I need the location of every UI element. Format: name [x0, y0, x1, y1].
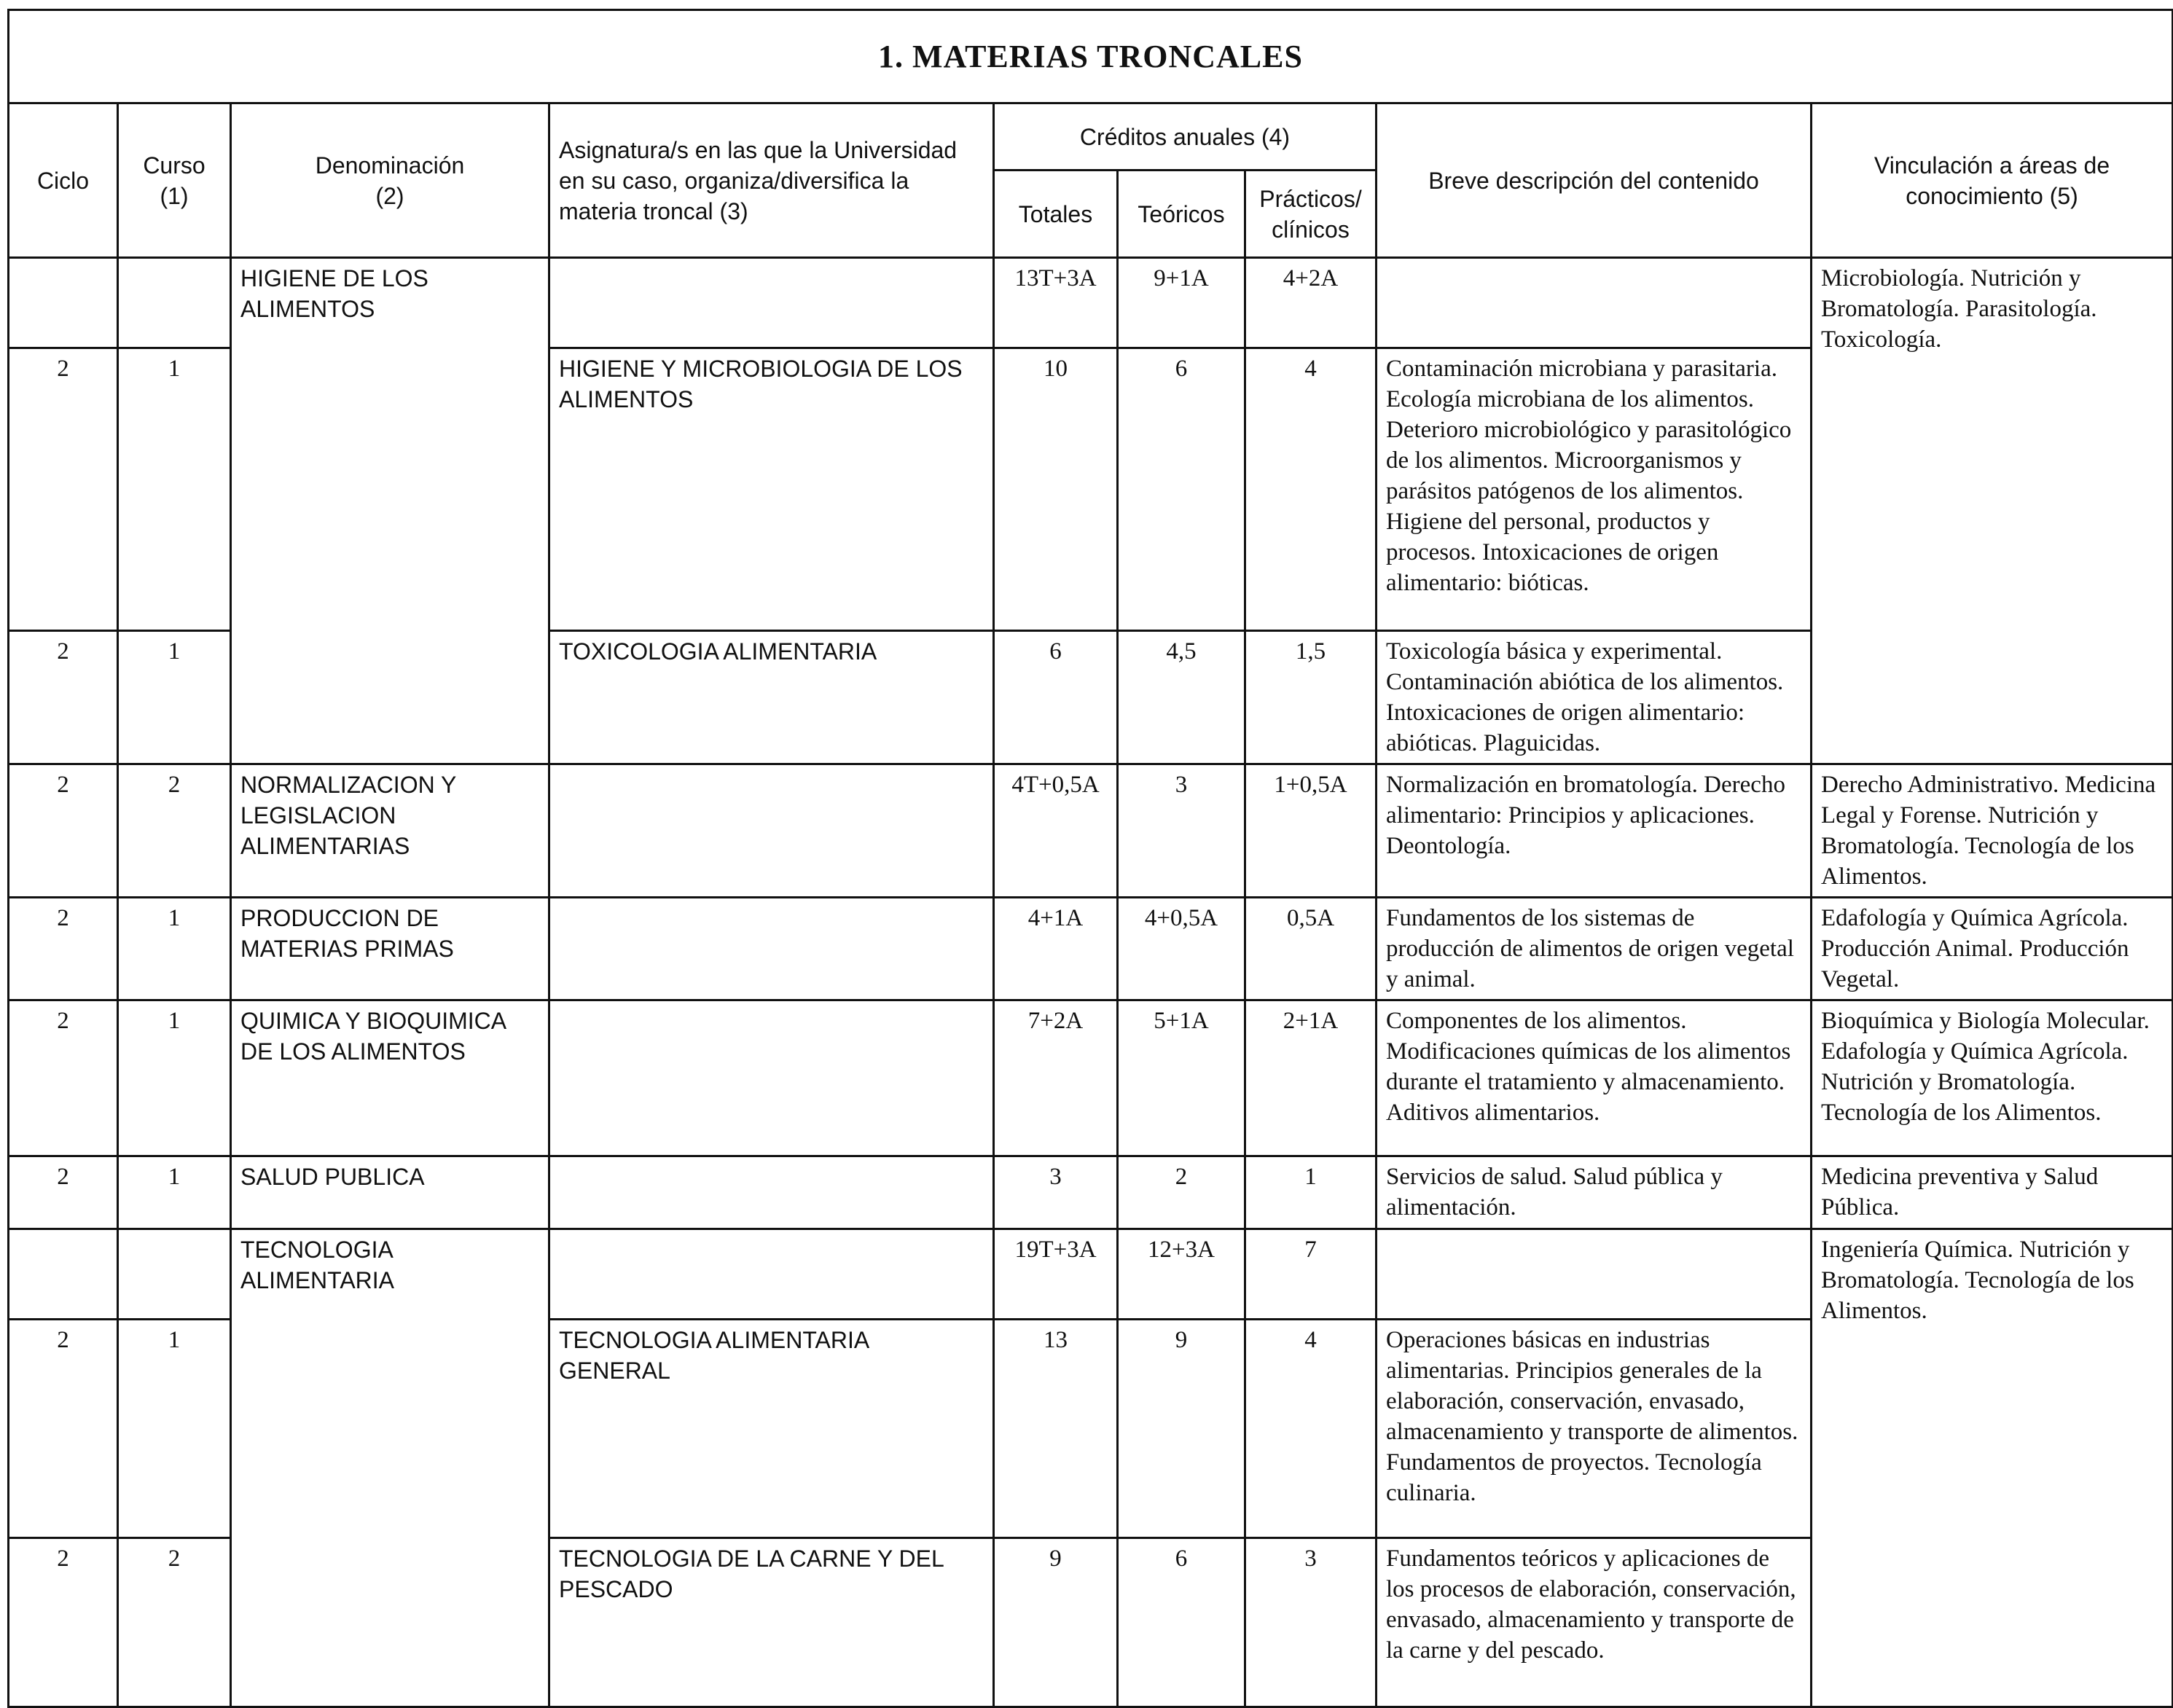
- totales-cell: 13T+3A: [994, 258, 1118, 348]
- descripcion-cell: Fundamentos de los sistemas de producción de alimentos de origen vegetal y animal.: [1377, 898, 1812, 1000]
- denominacion-cell: HIGIENE DE LOS ALIMENTOS: [231, 258, 549, 764]
- header-descripcion: Breve descripción del contenido: [1377, 103, 1812, 258]
- asignatura-cell: [549, 1229, 994, 1320]
- table-row: [9, 764, 2173, 898]
- practicos-cell: 7: [1245, 1229, 1377, 1320]
- ciclo-cell: 2: [9, 1320, 118, 1538]
- header-curso-label: Curso: [143, 152, 205, 179]
- ciclo-cell: 2: [9, 1000, 118, 1156]
- teoricos-cell: 4+0,5A: [1118, 898, 1245, 1000]
- denominacion-cell: NORMALIZACION Y LEGISLACION ALIMENTARIAS: [231, 764, 549, 898]
- table-row: [9, 1000, 2173, 1156]
- descripcion-cell: Operaciones básicas en industrias alimentarias. Principios generales de la elaboración, conservación, envasado, almacenamiento y transporte de alimentos. Fundamentos de proyectos. Tecnología culinaria.: [1377, 1320, 1812, 1538]
- header-teoricos: Teóricos: [1118, 171, 1245, 258]
- totales-cell: 4+1A: [994, 898, 1118, 1000]
- header-denominacion-note: (2): [375, 182, 404, 209]
- asignatura-cell: [549, 764, 994, 898]
- asignatura-cell: HIGIENE Y MICROBIOLOGIA DE LOS ALIMENTOS: [549, 348, 994, 631]
- denominacion-cell: PRODUCCION DE MATERIAS PRIMAS: [231, 898, 549, 1000]
- header-curso: [118, 103, 231, 258]
- header-vinculacion: Vinculación a áreas de conocimiento (5): [1812, 103, 2173, 258]
- asignatura-cell: [549, 258, 994, 348]
- header-curso-note: (1): [160, 182, 189, 209]
- denominacion-cell: QUIMICA Y BIOQUIMICA DE LOS ALIMENTOS: [231, 1000, 549, 1156]
- practicos-cell: 1: [1245, 1156, 1377, 1229]
- teoricos-cell: 4,5: [1118, 631, 1245, 764]
- header-denominacion: [231, 103, 549, 258]
- practicos-cell: 4: [1245, 1320, 1377, 1538]
- header-asignatura: Asignatura/s en las que la Universidad en su caso, organiza/diversifica la materia troncal (3): [549, 103, 994, 258]
- vinculacion-cell: Bioquímica y Biología Molecular. Edafología y Química Agrícola. Nutrición y Bromatología. Tecnología de los Alimentos.: [1812, 1000, 2173, 1156]
- asignatura-cell: [549, 898, 994, 1000]
- totales-cell: 6: [994, 631, 1118, 764]
- curso-cell: 1: [118, 348, 231, 631]
- ciclo-cell: [9, 1229, 118, 1320]
- teoricos-cell: 9: [1118, 1320, 1245, 1538]
- descripcion-cell: Normalización en bromatología. Derecho alimentario: Principios y aplicaciones. Deontología.: [1377, 764, 1812, 898]
- totales-cell: 4T+0,5A: [994, 764, 1118, 898]
- descripcion-cell: Fundamentos teóricos y aplicaciones de los procesos de elaboración, conservación, envasado, almacenamiento y transporte de la carne y del pescado.: [1377, 1538, 1812, 1707]
- practicos-cell: 0,5A: [1245, 898, 1377, 1000]
- teoricos-cell: 5+1A: [1118, 1000, 1245, 1156]
- vinculacion-cell: Medicina preventiva y Salud Pública.: [1812, 1156, 2173, 1229]
- descripcion-cell: [1377, 1229, 1812, 1320]
- ciclo-cell: 2: [9, 1156, 118, 1229]
- table-row: [9, 898, 2173, 1000]
- curso-cell: [118, 1229, 231, 1320]
- descripcion-cell: Contaminación microbiana y parasitaria. Ecología microbiana de los alimentos. Deterioro microbiológico y parasitológico de los alimentos. Microorganismos y parásitos patógenos de los alimentos. Higiene del personal, productos y procesos. Intoxicaciones de origen alimentario: bióticas.: [1377, 348, 1812, 631]
- curso-cell: 1: [118, 1000, 231, 1156]
- practicos-cell: 3: [1245, 1538, 1377, 1707]
- practicos-cell: 1+0,5A: [1245, 764, 1377, 898]
- totales-cell: 3: [994, 1156, 1118, 1229]
- vinculacion-cell: Edafología y Química Agrícola. Producción Animal. Producción Vegetal.: [1812, 898, 2173, 1000]
- totales-cell: 7+2A: [994, 1000, 1118, 1156]
- teoricos-cell: 6: [1118, 348, 1245, 631]
- ciclo-cell: 2: [9, 898, 118, 1000]
- header-totales: Totales: [994, 171, 1118, 258]
- descripcion-cell: Servicios de salud. Salud pública y alimentación.: [1377, 1156, 1812, 1229]
- asignatura-cell: TECNOLOGIA ALIMENTARIA GENERAL: [549, 1320, 994, 1538]
- title-row: [9, 10, 2173, 103]
- vinculacion-cell: Derecho Administrativo. Medicina Legal y Forense. Nutrición y Bromatología. Tecnología de los Alimentos.: [1812, 764, 2173, 898]
- teoricos-cell: 2: [1118, 1156, 1245, 1229]
- ciclo-cell: 2: [9, 1538, 118, 1707]
- curso-cell: 2: [118, 764, 231, 898]
- descripcion-cell: [1377, 258, 1812, 348]
- totales-cell: 13: [994, 1320, 1118, 1538]
- table-row: [9, 1156, 2173, 1229]
- asignatura-cell: [549, 1156, 994, 1229]
- curso-cell: 1: [118, 898, 231, 1000]
- curso-cell: [118, 258, 231, 348]
- header-ciclo: Ciclo: [9, 103, 118, 258]
- table-row: [9, 1229, 2173, 1320]
- practicos-cell: 1,5: [1245, 631, 1377, 764]
- denominacion-cell: SALUD PUBLICA: [231, 1156, 549, 1229]
- teoricos-cell: 12+3A: [1118, 1229, 1245, 1320]
- curso-cell: 2: [118, 1538, 231, 1707]
- asignatura-cell: [549, 1000, 994, 1156]
- curso-cell: 1: [118, 631, 231, 764]
- asignatura-cell: TECNOLOGIA DE LA CARNE Y DEL PESCADO: [549, 1538, 994, 1707]
- header-creditos: Créditos anuales (4): [994, 103, 1377, 171]
- practicos-cell: 4: [1245, 348, 1377, 631]
- descripcion-cell: Componentes de los alimentos. Modificaciones químicas de los alimentos durante el tratamiento y almacenamiento. Aditivos alimentarios.: [1377, 1000, 1812, 1156]
- header-row-1: [9, 103, 2173, 171]
- totales-cell: 10: [994, 348, 1118, 631]
- ciclo-cell: 2: [9, 348, 118, 631]
- materias-troncales-document: [7, 9, 2172, 1677]
- materias-table: [7, 9, 2173, 1708]
- descripcion-cell: Toxicología básica y experimental. Contaminación abiótica de los alimentos. Intoxicaciones de origen alimentario: abióticas. Plaguicidas.: [1377, 631, 1812, 764]
- curso-cell: 1: [118, 1320, 231, 1538]
- teoricos-cell: 9+1A: [1118, 258, 1245, 348]
- ciclo-cell: 2: [9, 764, 118, 898]
- vinculacion-cell: Ingeniería Química. Nutrición y Bromatología. Tecnología de los Alimentos.: [1812, 1229, 2173, 1707]
- teoricos-cell: 6: [1118, 1538, 1245, 1707]
- header-practicos: Prácticos/ clínicos: [1245, 171, 1377, 258]
- asignatura-cell: TOXICOLOGIA ALIMENTARIA: [549, 631, 994, 764]
- denominacion-cell: TECNOLOGIA ALIMENTARIA: [231, 1229, 549, 1707]
- practicos-cell: 2+1A: [1245, 1000, 1377, 1156]
- header-denominacion-label: Denominación: [315, 152, 465, 179]
- curso-cell: 1: [118, 1156, 231, 1229]
- table-row: [9, 258, 2173, 348]
- teoricos-cell: 3: [1118, 764, 1245, 898]
- totales-cell: 9: [994, 1538, 1118, 1707]
- vinculacion-cell: Microbiología. Nutrición y Bromatología. Parasitología. Toxicología.: [1812, 258, 2173, 764]
- ciclo-cell: [9, 258, 118, 348]
- page-title: 1. MATERIAS TRONCALES: [9, 10, 2173, 103]
- totales-cell: 19T+3A: [994, 1229, 1118, 1320]
- ciclo-cell: 2: [9, 631, 118, 764]
- practicos-cell: 4+2A: [1245, 258, 1377, 348]
